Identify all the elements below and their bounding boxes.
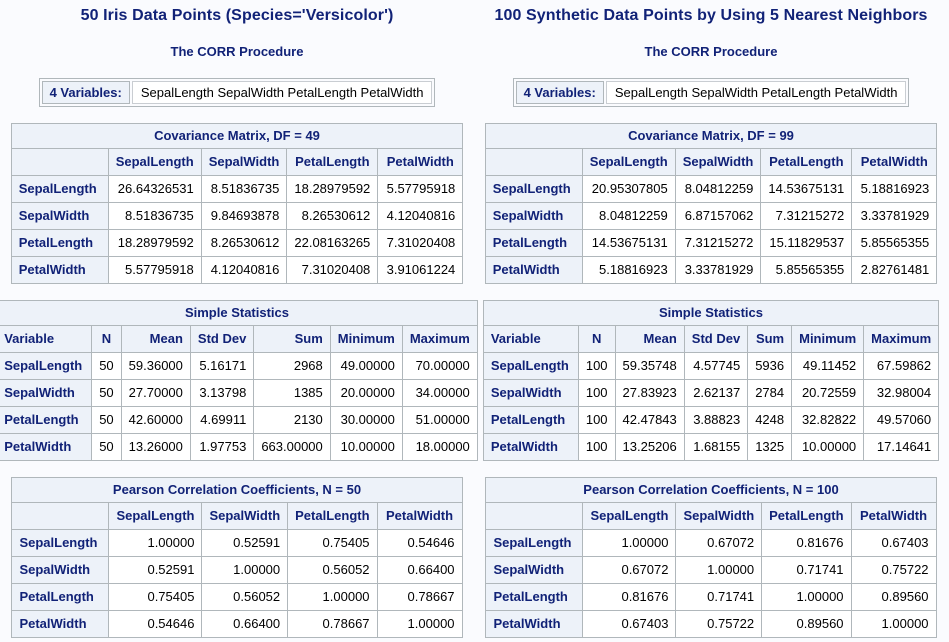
- column-header: PetalWidth: [852, 149, 937, 176]
- covariance-matrix-table: [485, 123, 938, 284]
- value-cell: 100: [578, 434, 615, 461]
- column-header-row: [483, 326, 938, 353]
- value-cell: 10.00000: [792, 434, 864, 461]
- value-cell: 0.56052: [202, 584, 288, 611]
- table-row: [483, 434, 938, 461]
- value-cell: 8.26530612: [287, 203, 378, 230]
- column-header-row: [486, 503, 936, 530]
- value-cell: 5.57795918: [108, 257, 201, 284]
- value-cell: 0.52591: [109, 557, 202, 584]
- procedure-subtitle: The CORR Procedure: [170, 44, 304, 59]
- value-cell: 0.67403: [851, 530, 936, 557]
- report-title: 100 Synthetic Data Points by Using 5 Nearest Neighbors: [494, 7, 928, 24]
- table-row: [12, 584, 462, 611]
- value-cell: 3.33781929: [675, 257, 761, 284]
- value-cell: 50: [92, 353, 121, 380]
- value-cell: 2.62137: [684, 380, 747, 407]
- table-title: Pearson Correlation Coefficients, N = 50: [12, 478, 462, 503]
- table-title-row: [12, 478, 462, 503]
- column-header: N: [578, 326, 615, 353]
- table-row: [11, 203, 463, 230]
- value-cell: 1.00000: [762, 584, 851, 611]
- value-cell: 1.00000: [202, 557, 288, 584]
- value-cell: 0.89560: [762, 611, 851, 638]
- row-header: SepalLength: [485, 176, 582, 203]
- table-title-row: [485, 124, 937, 149]
- row-header: PetalLength: [483, 407, 578, 434]
- table-title: Simple Statistics: [0, 301, 477, 326]
- value-cell: 4.12040816: [378, 203, 463, 230]
- column-header: Sum: [254, 326, 330, 353]
- column-header: Mean: [121, 326, 190, 353]
- value-cell: 0.71741: [762, 557, 851, 584]
- value-cell: 0.81676: [762, 530, 851, 557]
- table-row: [486, 611, 936, 638]
- row-header: PetalWidth: [12, 611, 109, 638]
- row-header: PetalLength: [11, 230, 108, 257]
- table-title-row: [483, 301, 938, 326]
- value-cell: 49.00000: [330, 353, 402, 380]
- value-cell: 0.67072: [583, 557, 676, 584]
- value-cell: 18.28979592: [108, 230, 201, 257]
- row-header: SepalWidth: [483, 380, 578, 407]
- value-cell: 3.88823: [684, 407, 747, 434]
- table-title: Pearson Correlation Coefficients, N = 100: [486, 478, 936, 503]
- value-cell: 5.57795918: [378, 176, 463, 203]
- table-row: [11, 176, 463, 203]
- value-cell: 5.85565355: [852, 230, 937, 257]
- value-cell: 1.00000: [109, 530, 202, 557]
- row-header: SepalWidth: [0, 380, 92, 407]
- row-header: SepalWidth: [486, 557, 583, 584]
- value-cell: 27.70000: [121, 380, 190, 407]
- value-cell: 13.25206: [615, 434, 684, 461]
- value-cell: 10.00000: [330, 434, 402, 461]
- value-cell: 0.71741: [676, 584, 762, 611]
- value-cell: 1.68155: [684, 434, 747, 461]
- column-header: SepalWidth: [675, 149, 761, 176]
- table-title: Simple Statistics: [483, 301, 938, 326]
- value-cell: 100: [578, 407, 615, 434]
- row-header: SepalWidth: [12, 557, 109, 584]
- value-cell: 51.00000: [402, 407, 477, 434]
- table-row: [485, 176, 937, 203]
- column-header: PetalWidth: [851, 503, 936, 530]
- value-cell: 17.14641: [864, 434, 939, 461]
- variables-value: SepalLength SepalWidth PetalLength PetalWidth: [132, 81, 433, 104]
- table-row: [483, 353, 938, 380]
- table-row: [486, 557, 936, 584]
- report-panel-versicolor: [0, 0, 474, 638]
- row-header: PetalWidth: [11, 257, 108, 284]
- column-header: SepalWidth: [676, 503, 762, 530]
- row-header: SepalLength: [0, 353, 92, 380]
- value-cell: 13.26000: [121, 434, 190, 461]
- variables-row: [42, 81, 433, 104]
- value-cell: 7.31215272: [761, 203, 852, 230]
- row-header: PetalLength: [12, 584, 109, 611]
- report-panel-synthetic: [474, 0, 948, 638]
- value-cell: 0.54646: [109, 611, 202, 638]
- value-cell: 22.08163265: [287, 230, 378, 257]
- value-cell: 18.00000: [402, 434, 477, 461]
- value-cell: 42.60000: [121, 407, 190, 434]
- value-cell: 14.53675131: [761, 176, 852, 203]
- pearson-correlation-table: [485, 477, 936, 638]
- value-cell: 5.85565355: [761, 257, 852, 284]
- value-cell: 8.51836735: [108, 203, 201, 230]
- column-header: Sum: [748, 326, 792, 353]
- column-header: SepalLength: [582, 149, 675, 176]
- value-cell: 0.52591: [202, 530, 288, 557]
- value-cell: 49.57060: [864, 407, 939, 434]
- table-row: [11, 230, 463, 257]
- table-row: [0, 434, 477, 461]
- value-cell: 70.00000: [402, 353, 477, 380]
- value-cell: 32.98004: [864, 380, 939, 407]
- value-cell: 4248: [748, 407, 792, 434]
- value-cell: 27.83923: [615, 380, 684, 407]
- table-row: [0, 380, 477, 407]
- value-cell: 7.31020408: [287, 257, 378, 284]
- variables-value: SepalLength SepalWidth PetalLength PetalWidth: [606, 81, 907, 104]
- row-header: PetalWidth: [485, 257, 582, 284]
- table-title-row: [486, 478, 936, 503]
- column-header: Maximum: [864, 326, 939, 353]
- simple-statistics-table: [0, 300, 478, 461]
- row-header: PetalWidth: [483, 434, 578, 461]
- value-cell: 1.00000: [676, 557, 762, 584]
- row-header: PetalLength: [485, 230, 582, 257]
- table-row: [486, 584, 936, 611]
- column-header: SepalLength: [109, 503, 202, 530]
- table-title: Covariance Matrix, DF = 49: [11, 124, 463, 149]
- value-cell: 7.31020408: [378, 230, 463, 257]
- value-cell: 4.69911: [190, 407, 253, 434]
- pearson-correlation-table: [11, 477, 462, 638]
- row-header: SepalLength: [483, 353, 578, 380]
- column-header: PetalLength: [287, 149, 378, 176]
- column-header: Maximum: [402, 326, 477, 353]
- value-cell: 0.81676: [583, 584, 676, 611]
- value-cell: 8.04812259: [675, 176, 761, 203]
- value-cell: 2784: [748, 380, 792, 407]
- table-row: [486, 530, 936, 557]
- column-header-row: [12, 503, 462, 530]
- column-header: Mean: [615, 326, 684, 353]
- value-cell: 5.18816923: [582, 257, 675, 284]
- value-cell: 0.54646: [377, 530, 462, 557]
- value-cell: 0.75722: [851, 557, 936, 584]
- value-cell: 20.72559: [792, 380, 864, 407]
- variables-label: 4 Variables:: [42, 81, 130, 104]
- value-cell: 0.75722: [676, 611, 762, 638]
- column-header: N: [92, 326, 121, 353]
- corner-header: [11, 149, 108, 176]
- value-cell: 34.00000: [402, 380, 477, 407]
- value-cell: 7.31215272: [675, 230, 761, 257]
- table-title-row: [11, 124, 463, 149]
- corner-header: [485, 149, 582, 176]
- value-cell: 8.26530612: [201, 230, 287, 257]
- value-cell: 59.35748: [615, 353, 684, 380]
- row-header: SepalWidth: [485, 203, 582, 230]
- table-title-row: [0, 301, 477, 326]
- row-header: PetalLength: [486, 584, 583, 611]
- value-cell: 30.00000: [330, 407, 402, 434]
- column-header: SepalWidth: [202, 503, 288, 530]
- column-header: Std Dev: [684, 326, 747, 353]
- value-cell: 1325: [748, 434, 792, 461]
- value-cell: 0.75405: [288, 530, 377, 557]
- value-cell: 5.18816923: [852, 176, 937, 203]
- table-row: [485, 257, 937, 284]
- table-row: [483, 380, 938, 407]
- table-row: [12, 530, 462, 557]
- variables-box: [513, 78, 910, 107]
- row-header: PetalWidth: [0, 434, 92, 461]
- value-cell: 9.84693878: [201, 203, 287, 230]
- column-header: PetalLength: [761, 149, 852, 176]
- value-cell: 100: [578, 353, 615, 380]
- value-cell: 3.91061224: [378, 257, 463, 284]
- value-cell: 0.66400: [377, 557, 462, 584]
- value-cell: 1.00000: [851, 611, 936, 638]
- column-header: SepalLength: [583, 503, 676, 530]
- value-cell: 0.78667: [288, 611, 377, 638]
- value-cell: 14.53675131: [582, 230, 675, 257]
- value-cell: 20.00000: [330, 380, 402, 407]
- row-header: SepalWidth: [11, 203, 108, 230]
- value-cell: 5.16171: [190, 353, 253, 380]
- value-cell: 6.87157062: [675, 203, 761, 230]
- value-cell: 8.04812259: [582, 203, 675, 230]
- variables-row: [516, 81, 907, 104]
- value-cell: 1.97753: [190, 434, 253, 461]
- value-cell: 1385: [254, 380, 330, 407]
- covariance-matrix-table: [11, 123, 464, 284]
- table-row: [485, 230, 937, 257]
- row-header: PetalWidth: [486, 611, 583, 638]
- value-cell: 3.13798: [190, 380, 253, 407]
- column-header: PetalLength: [762, 503, 851, 530]
- corner-header: [486, 503, 583, 530]
- value-cell: 2.82761481: [852, 257, 937, 284]
- row-header: PetalLength: [0, 407, 92, 434]
- column-header: Std Dev: [190, 326, 253, 353]
- value-cell: 1.00000: [377, 611, 462, 638]
- column-header: PetalWidth: [377, 503, 462, 530]
- column-header: Minimum: [792, 326, 864, 353]
- value-cell: 100: [578, 380, 615, 407]
- column-header: SepalLength: [108, 149, 201, 176]
- value-cell: 50: [92, 434, 121, 461]
- value-cell: 0.78667: [377, 584, 462, 611]
- value-cell: 663.00000: [254, 434, 330, 461]
- row-header: SepalLength: [12, 530, 109, 557]
- column-header-row: [0, 326, 477, 353]
- report-title: 50 Iris Data Points (Species='Versicolor'): [80, 7, 394, 24]
- variables-box: [39, 78, 436, 107]
- value-cell: 4.12040816: [201, 257, 287, 284]
- value-cell: 20.95307805: [582, 176, 675, 203]
- value-cell: 0.89560: [851, 584, 936, 611]
- value-cell: 15.11829537: [761, 230, 852, 257]
- value-cell: 2968: [254, 353, 330, 380]
- column-header: PetalLength: [288, 503, 377, 530]
- corner-header: [12, 503, 109, 530]
- table-title: Covariance Matrix, DF = 99: [485, 124, 937, 149]
- value-cell: 49.11452: [792, 353, 864, 380]
- table-row: [11, 257, 463, 284]
- value-cell: 67.59862: [864, 353, 939, 380]
- corner-header: Variable: [483, 326, 578, 353]
- row-header: SepalLength: [486, 530, 583, 557]
- value-cell: 0.56052: [288, 557, 377, 584]
- value-cell: 0.67403: [583, 611, 676, 638]
- value-cell: 26.64326531: [108, 176, 201, 203]
- value-cell: 1.00000: [583, 530, 676, 557]
- procedure-subtitle: The CORR Procedure: [644, 44, 778, 59]
- value-cell: 8.51836735: [201, 176, 287, 203]
- simple-statistics-table: [483, 300, 939, 461]
- column-header-row: [485, 149, 937, 176]
- column-header-row: [11, 149, 463, 176]
- value-cell: 42.47843: [615, 407, 684, 434]
- value-cell: 32.82822: [792, 407, 864, 434]
- value-cell: 0.75405: [109, 584, 202, 611]
- table-row: [485, 203, 937, 230]
- table-row: [12, 557, 462, 584]
- table-row: [0, 353, 477, 380]
- column-header: PetalWidth: [378, 149, 463, 176]
- value-cell: 2130: [254, 407, 330, 434]
- variables-label: 4 Variables:: [516, 81, 604, 104]
- value-cell: 18.28979592: [287, 176, 378, 203]
- value-cell: 59.36000: [121, 353, 190, 380]
- table-row: [0, 407, 477, 434]
- column-header: SepalWidth: [201, 149, 287, 176]
- row-header: SepalLength: [11, 176, 108, 203]
- corner-header: Variable: [0, 326, 92, 353]
- table-row: [12, 611, 462, 638]
- table-row: [483, 407, 938, 434]
- value-cell: 0.66400: [202, 611, 288, 638]
- value-cell: 3.33781929: [852, 203, 937, 230]
- value-cell: 0.67072: [676, 530, 762, 557]
- value-cell: 50: [92, 380, 121, 407]
- value-cell: 50: [92, 407, 121, 434]
- value-cell: 1.00000: [288, 584, 377, 611]
- value-cell: 4.57745: [684, 353, 747, 380]
- value-cell: 5936: [748, 353, 792, 380]
- column-header: Minimum: [330, 326, 402, 353]
